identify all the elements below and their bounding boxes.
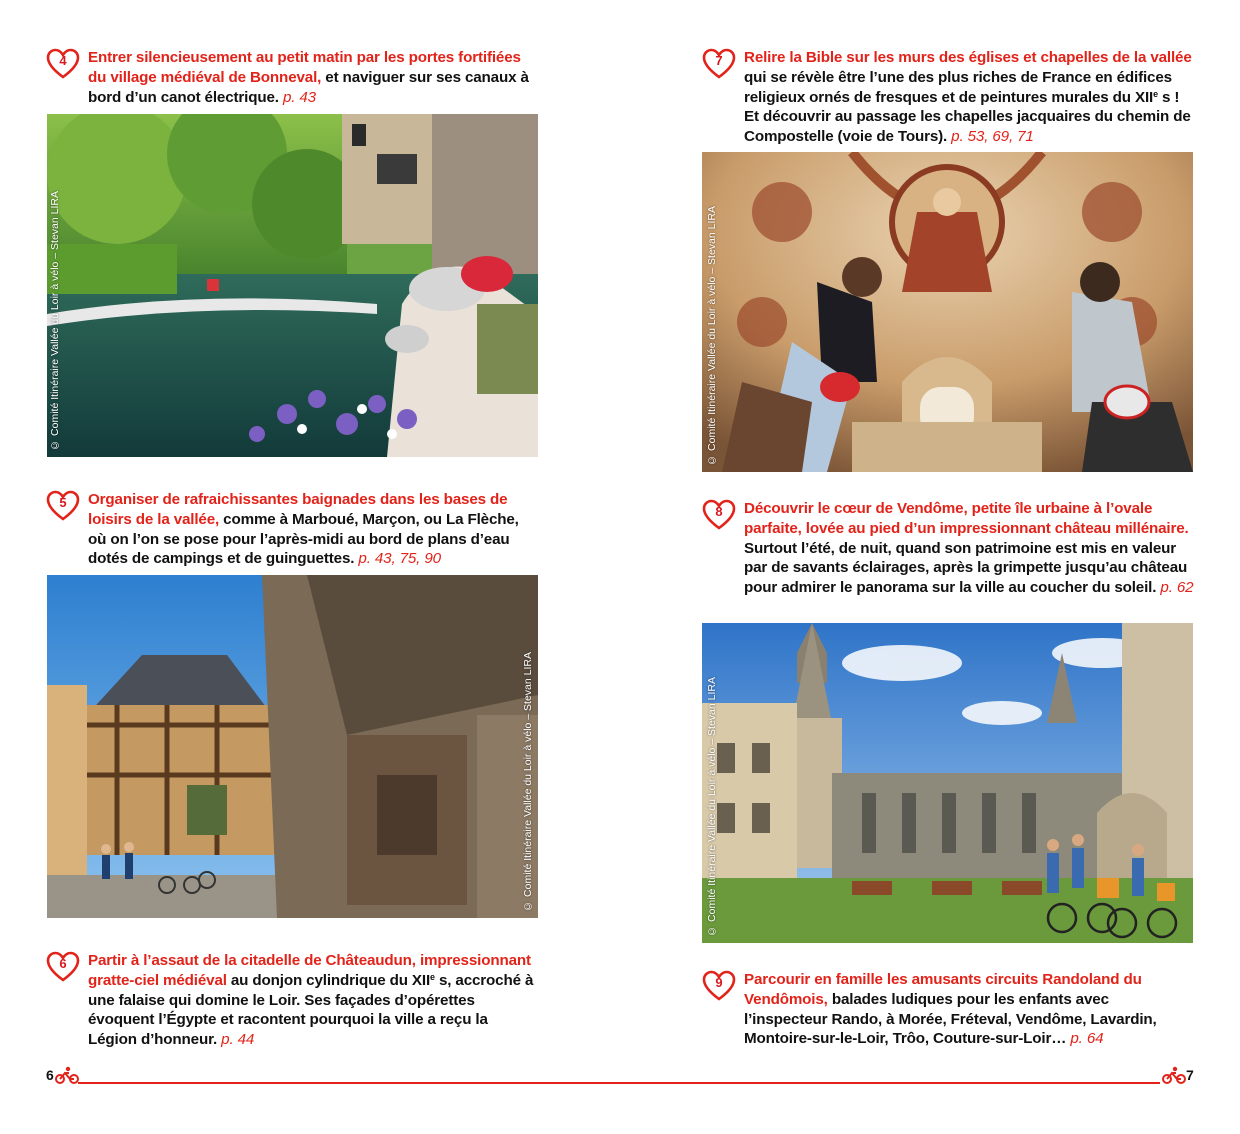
photo-credit: © Comité Itinéraire Vallée du Loir à vélo – Stevan LIRA: [522, 652, 534, 912]
heart-number-badge-7: [702, 48, 736, 80]
entry-6-body-a: au donjon cylindrique du XII: [226, 971, 431, 989]
entry-8-highlight: Découvrir le cœur de Vendôme, petite île urbaine à l’ovale parfaite, lovée au pied d’un impressionnant château millénaire.: [744, 500, 1189, 537]
footer-rule-left: [78, 1082, 620, 1084]
entry-number: 6: [59, 956, 67, 971]
entry-9-body: balades ludiques pour les enfants avec l’inspecteur Rando, à Morée, Fréteval, Vendôme, Lavardin, Montoire-sur-le-Loir, Trôo, Couture-sur-Loir…: [744, 990, 1157, 1048]
entry-5-page-ref: p. 43, 75, 90: [354, 550, 441, 568]
heart-number-badge-9: [702, 970, 736, 1002]
entry-7-page-ref: p. 53, 69, 71: [947, 128, 1034, 146]
entry-number: 5: [59, 495, 67, 510]
entry-6-page-ref: p. 44: [217, 1031, 255, 1049]
photo-credit: © Comité Itinéraire Vallée du Loir à vélo – Stevan LIRA: [706, 677, 718, 937]
heart-number-badge-8: [702, 499, 736, 531]
entry-9-page-ref: p. 64: [1066, 1030, 1104, 1048]
heart-number-badge-4: [46, 48, 80, 80]
footer-rule-right: [620, 1082, 1160, 1084]
entry-4-highlight: Entrer silencieusement au petit matin par les portes fortifiées du village médiéval de Bonneval,: [88, 49, 521, 86]
photo-vendome-abbey: [702, 623, 1193, 943]
heart-number-badge-6: [46, 951, 80, 983]
heart-number-badge-5: [46, 490, 80, 522]
cyclist-icon: [1162, 1066, 1186, 1084]
entry-7-text: [744, 48, 1194, 147]
entry-5-highlight: Organiser de rafraichissantes baignades dans les bases de loisirs de la vallée,: [88, 491, 508, 528]
photo-bonneval-canal: [47, 114, 538, 457]
entry-7-superscript: e: [1153, 88, 1158, 99]
photo-credit: © Comité Itinéraire Vallée du Loir à vélo – Stevan LIRA: [49, 191, 61, 451]
entry-7-highlight: Relire la Bible sur les murs des églises et chapelles de la vallée: [744, 49, 1192, 66]
entry-6-highlight: Partir à l’assaut de la citadelle de Châteaudun, impressionnant gratte-ciel médiéval: [88, 952, 531, 989]
entry-4-text: [88, 48, 540, 107]
entry-8-page-ref: p. 62: [1156, 579, 1194, 597]
page-number-left: 6: [46, 1067, 54, 1083]
entry-number: 7: [715, 53, 723, 68]
page-number-right: 7: [1186, 1067, 1194, 1083]
entry-number: 4: [59, 53, 67, 68]
cyclist-icon: [55, 1066, 79, 1084]
entry-9-text: [744, 970, 1194, 1049]
entry-5-text: [88, 490, 540, 569]
entry-6-body-b: s, accroché à une falaise qui domine le Loir. Ses façades d’opérettes évoquent l’Égypte et racontent pourquoi la ville a reçu la Légion d’honneur.: [88, 971, 534, 1049]
photo-credit: © Comité Itinéraire Vallée du Loir à vélo – Stevan LIRA: [706, 206, 718, 466]
entry-7-body-a: qui se révèle être l’une des plus riches de France en édifices religieux ornés de fresques et de peintures murales du XII: [744, 68, 1172, 106]
entry-number: 9: [715, 975, 723, 990]
entry-4-page-ref: p. 43: [278, 88, 316, 106]
entry-8-text: [744, 499, 1194, 598]
entry-8-body: Surtout l’été, de nuit, quand son patrimoine est mis en valeur par de savants éclairages, après la grimpette jusqu’au château pour admirer le panorama sur la ville au coucher du soleil.: [744, 539, 1188, 597]
entry-6-superscript: e: [430, 971, 435, 982]
photo-chapel-frescoes: [702, 152, 1193, 472]
entry-6-text: [88, 951, 540, 1050]
entry-5-body: comme à Marboué, Marçon, ou La Flèche, où on l’on se pose pour l’après-midi au bord de plans d’eau dotés de campings et de guinguettes.: [88, 510, 519, 568]
entry-7-body-b: s ! Et découvrir au passage les chapelles jacquaires du chemin de Compostelle (voie de Tours).: [744, 88, 1191, 146]
photo-marboue-street: [47, 575, 538, 918]
entry-9-highlight: Parcourir en famille les amusants circuits Randoland du Vendômois,: [744, 971, 1142, 1008]
entry-number: 8: [715, 504, 723, 519]
entry-4-body: et naviguer sur ses canaux à bord d’un canot électrique.: [88, 68, 529, 106]
